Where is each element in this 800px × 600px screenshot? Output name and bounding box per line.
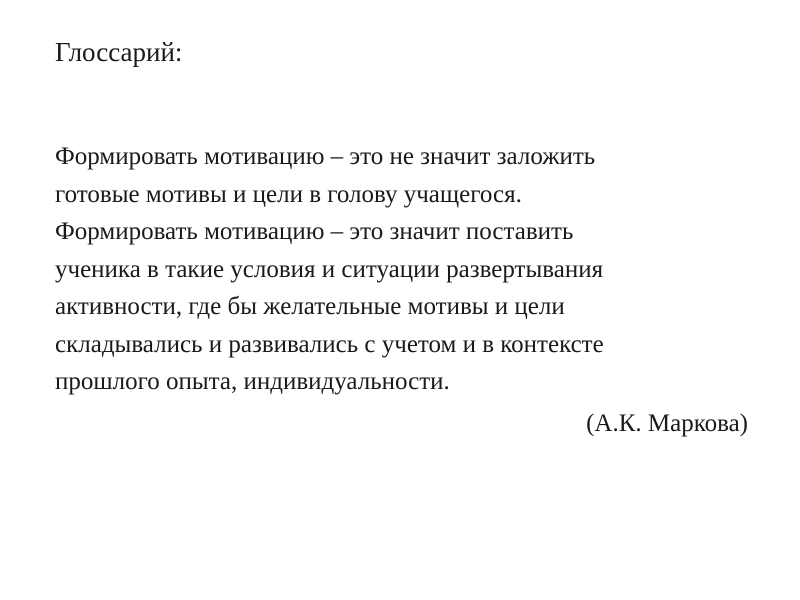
quote-line: активности, где бы желательные мотивы и цели — [55, 293, 565, 320]
quote-line: ученика в такие условия и ситуации развертывания — [55, 255, 604, 283]
quote-line: готовые мотивы и цели в голову учащегося. — [55, 180, 522, 208]
quote-body — [55, 138, 755, 401]
quote-line: складывались и развивались с учетом и в контексте — [55, 330, 604, 358]
quote-line: Формировать мотивацию – это не значит заложить — [55, 143, 596, 170]
quote-line: Формировать мотивацию – это значит поставить — [55, 218, 574, 245]
quote-line: прошлого опыта, индивидуальности. — [55, 368, 450, 395]
quote-attribution: (А.К. Маркова) — [586, 410, 748, 437]
slide-title: Глоссарий: — [55, 37, 183, 67]
